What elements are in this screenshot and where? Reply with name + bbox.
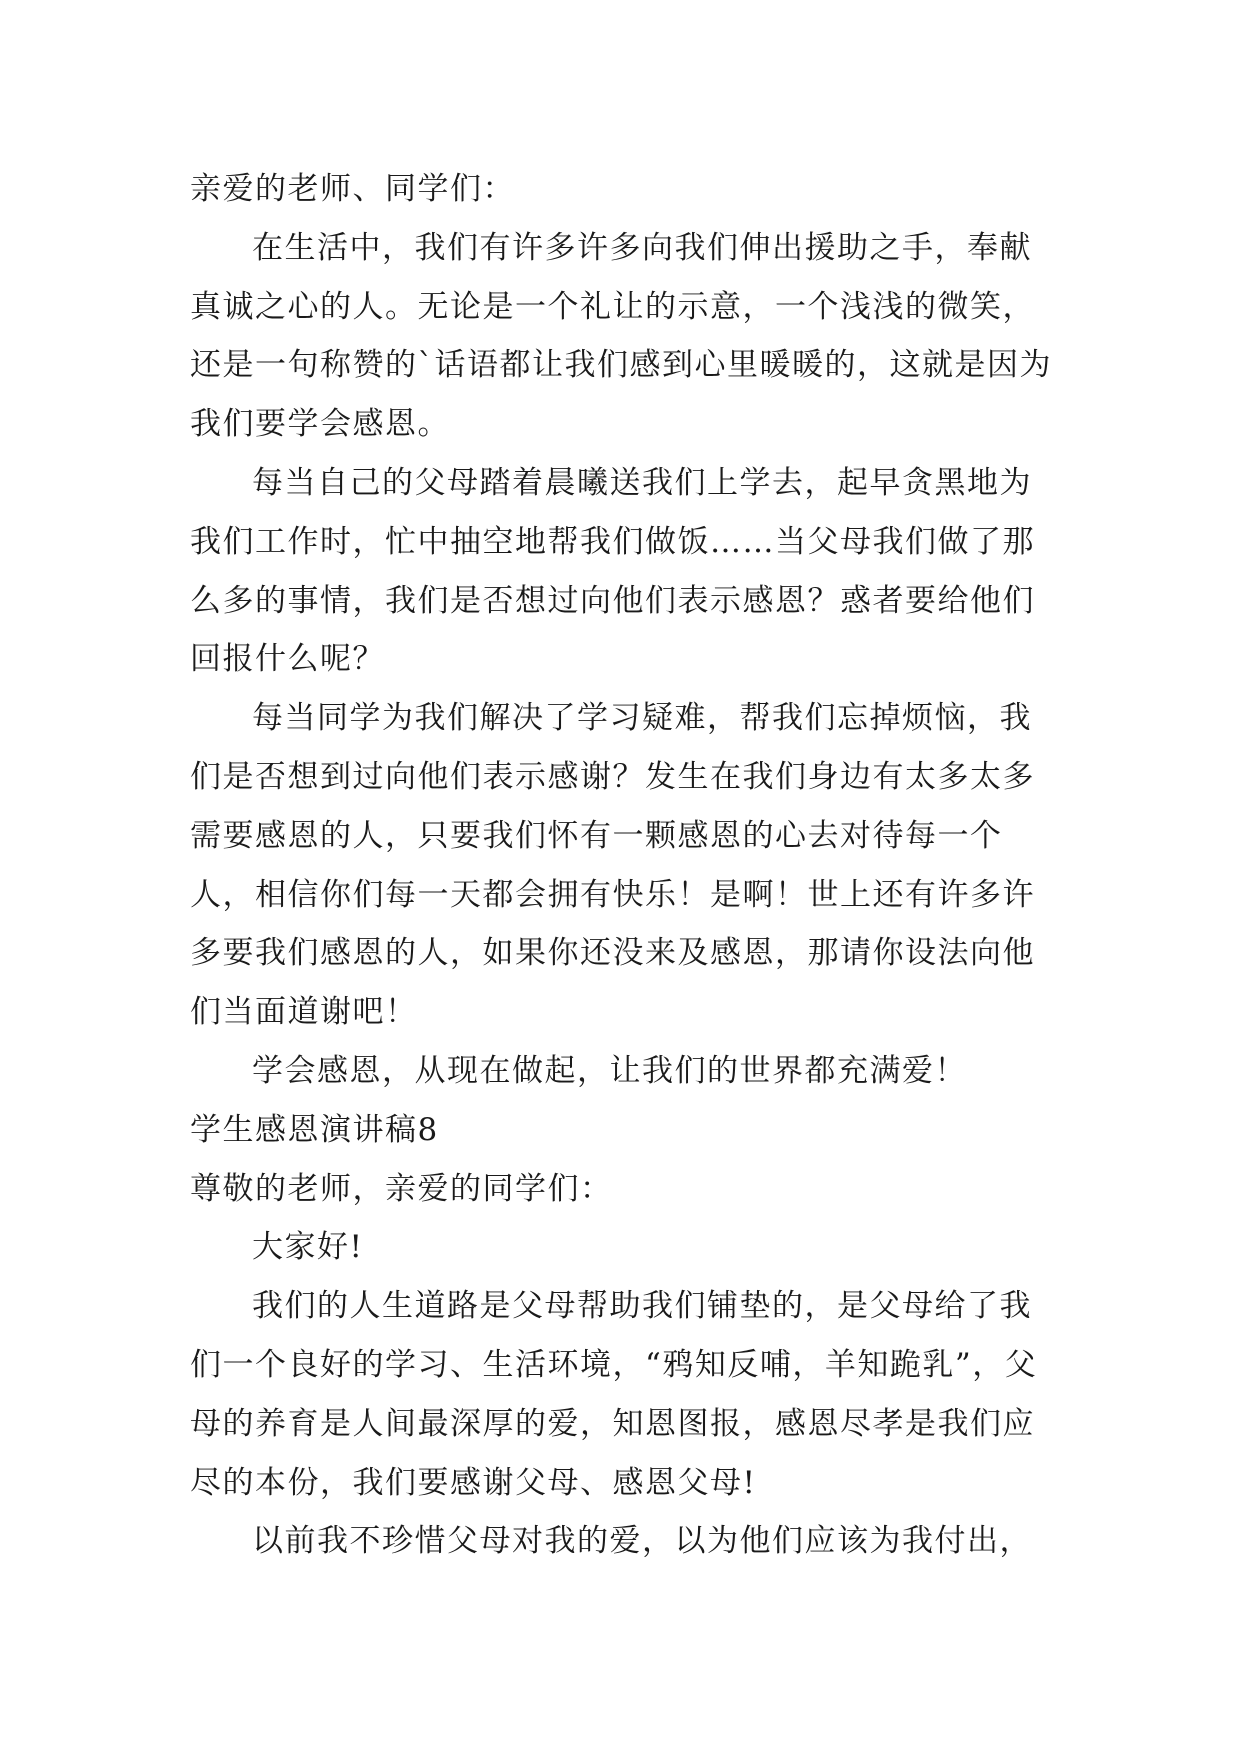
section-title: 学生感恩演讲稿8	[190, 1111, 439, 1148]
paragraph: 学会感恩，从现在做起，让我们的世界都充满爱！	[252, 1052, 967, 1089]
salutation: 亲爱的老师、同学们：	[190, 171, 515, 207]
salutation: 尊敬的老师，亲爱的同学们：	[190, 1170, 613, 1207]
paragraph: 以前我不珍惜父母对我的爱，以为他们应该为我付出，	[252, 1523, 1032, 1560]
paragraph: 每当同学为我们解决了学习疑难，帮我们忘掉烦恼，我们是否想到过向他们表示感谢？发生在我们身边有太多太多需要感恩的人，只要我们怀有一颗感恩的心去对待每一个人，相信你们每一天都会拥有快乐！是啊！世上还有许多许多要我们感恩的人，如果你还没来及感恩，那请你设法向他们当面道谢吧！	[190, 700, 1035, 1031]
paragraph: 每当自己的父母踏着晨曦送我们上学去，起早贪黑地为我们工作时，忙中抽空地帮我们做饭……当父母我们做了那么多的事情，我们是否想过向他们表示感恩？惑者要给他们回报什么呢？	[190, 464, 1035, 678]
paragraph: 在生活中，我们有许多许多向我们伸出援助之手，奉献真诚之心的人。无论是一个礼让的示意，一个浅浅的微笑，还是一句称赞的`话语都让我们感到心里暖暖的，这就是因为我们要学会感恩。	[190, 229, 1052, 443]
paragraph: 我们的人生道路是父母帮助我们铺垫的，是父母给了我们一个良好的学习、生活环境，“鸦知反哺，羊知跪乳”，父母的养育是人间最深厚的爱，知恩图报，感恩尽孝是我们应尽的本份，我们要感谢父母、感恩父母!	[190, 1288, 1038, 1501]
greeting: 大家好!	[252, 1229, 364, 1266]
document-body	[190, 160, 1060, 1571]
